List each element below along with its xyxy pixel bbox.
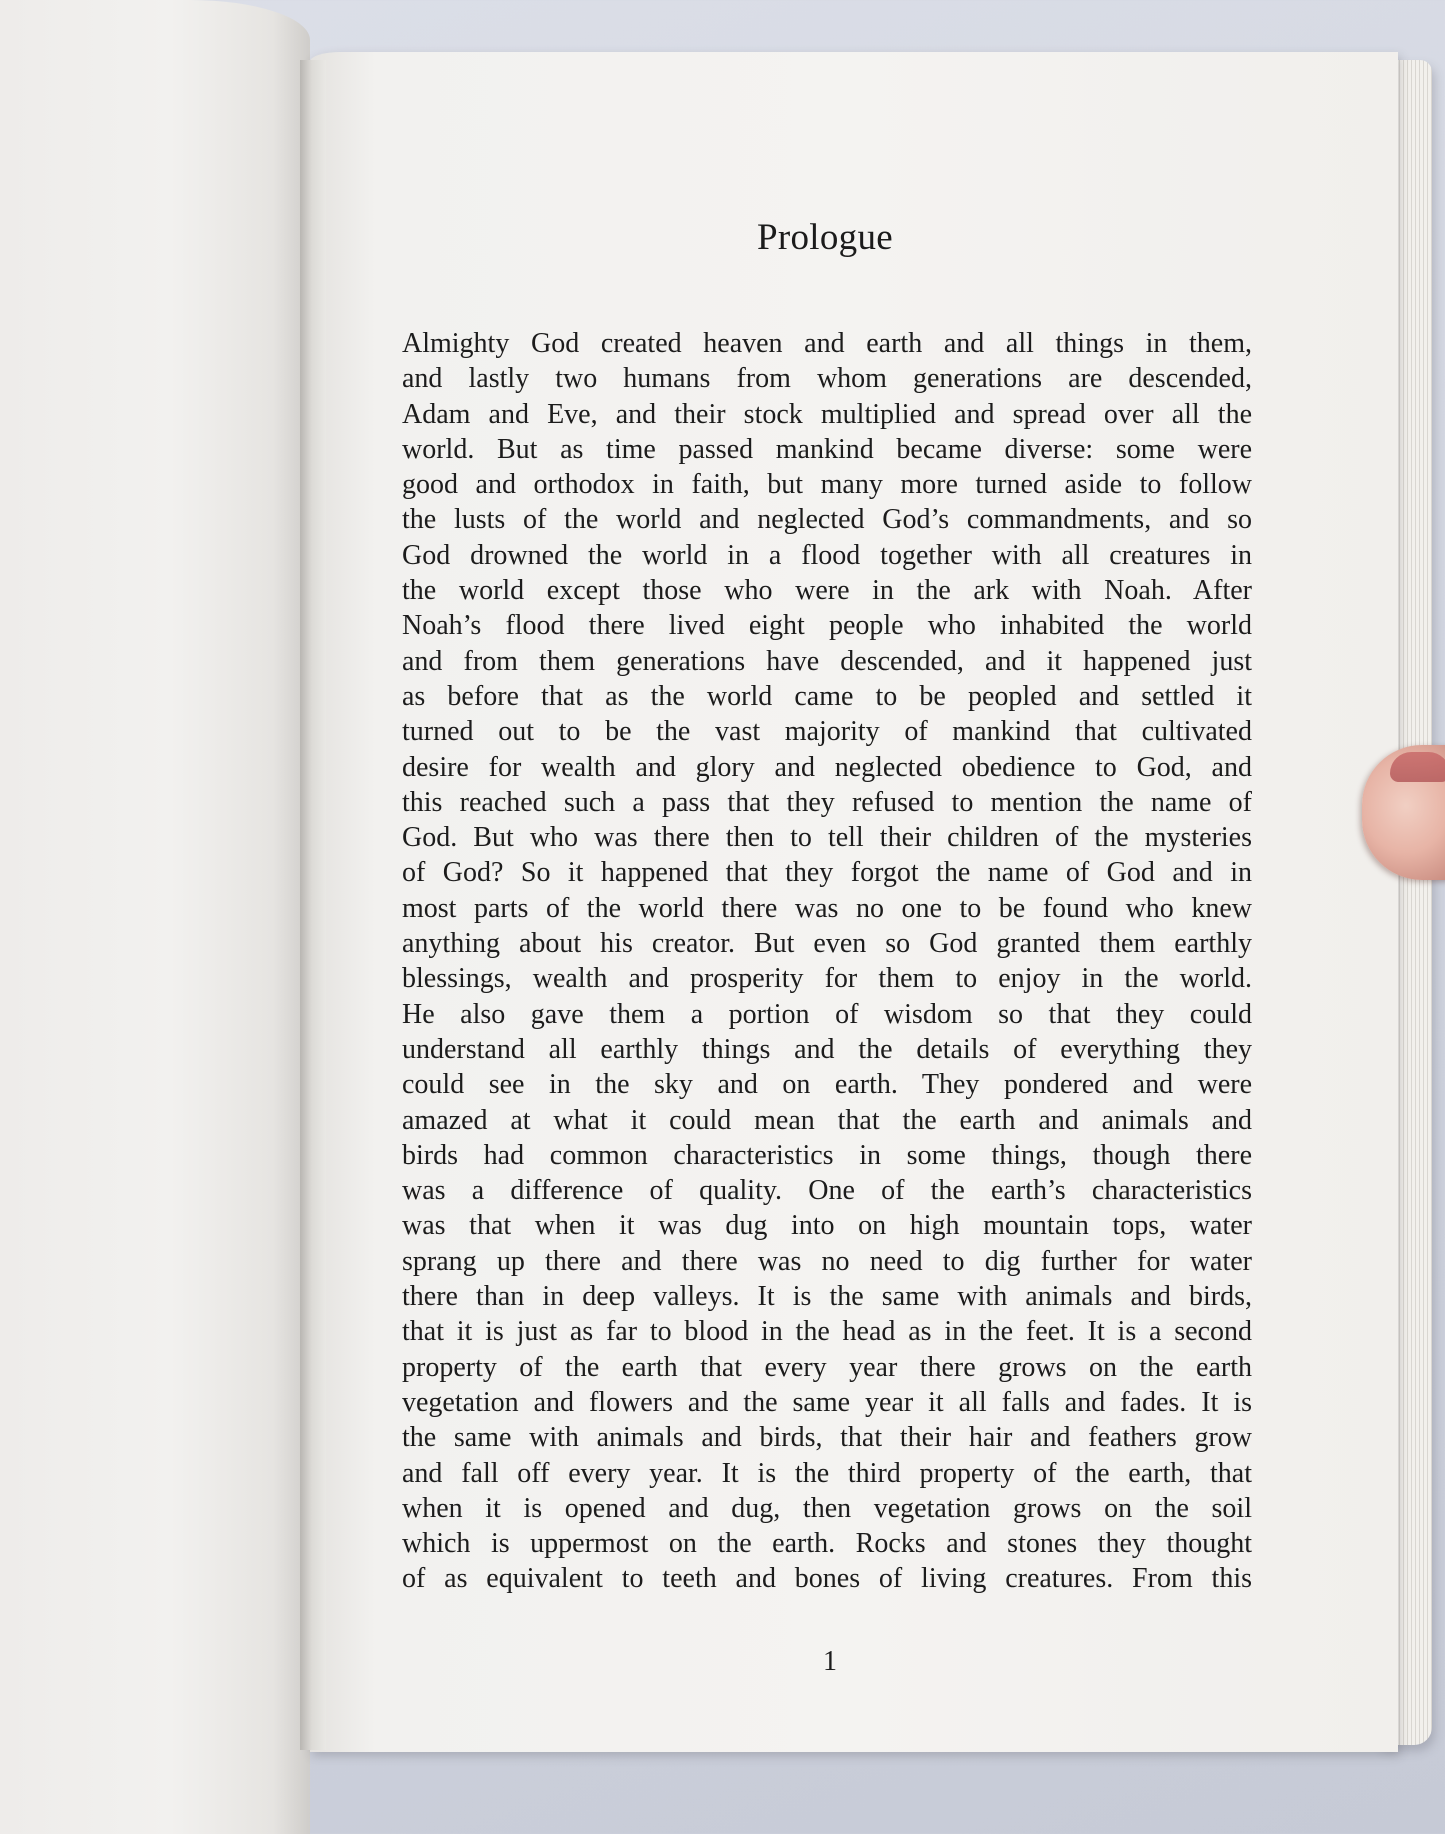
text-line: of as equivalent to teeth and bones of living creatures. From this: [402, 1563, 1252, 1595]
text-line: God. But who was there then to tell their children of the mysteries: [402, 822, 1252, 854]
text-line: and fall off every year. It is the third property of the earth, that: [402, 1457, 1252, 1489]
text-line: this reached such a pass that they refused to mention the name of: [402, 786, 1252, 818]
page-title: Prologue: [756, 217, 893, 258]
text-line: Almighty God created heaven and earth and all things in them,: [402, 328, 1252, 359]
text-line: of God? So it happened that they forgot the name of God and in: [402, 857, 1252, 889]
book-gutter: [300, 60, 326, 1750]
text-line: the lusts of the world and neglected God’s commandments, and so: [402, 504, 1252, 536]
text-line: as before that as the world came to be peopled and settled it: [402, 680, 1252, 712]
text-line: world. But as time passed mankind became diverse: some were: [402, 433, 1252, 465]
text-line: amazed at what it could mean that the earth and animals and: [402, 1104, 1252, 1136]
text-line: property of the earth that every year there grows on the earth: [402, 1351, 1252, 1383]
page-number: 1: [823, 1646, 837, 1677]
text-line: understand all earthly things and the details of everything they: [402, 1033, 1252, 1065]
text-line: He also gave them a portion of wisdom so that they could: [402, 998, 1252, 1030]
text-line: and lastly two humans from whom generations are descended,: [402, 363, 1252, 395]
text-line: turned out to be the vast majority of mankind that cultivated: [402, 716, 1252, 748]
text-line: when it is opened and dug, then vegetation grows on the soil: [402, 1492, 1252, 1524]
left-page-blank: [0, 0, 310, 1834]
text-line: blessings, wealth and prosperity for them to enjoy in the world.: [402, 963, 1252, 995]
text-line: vegetation and flowers and the same year it all falls and fades. It is: [402, 1386, 1252, 1418]
text-line: sprang up there and there was no need to dig further for water: [402, 1245, 1252, 1277]
text-line: God drowned the world in a flood together with all creatures in: [402, 539, 1252, 571]
body-text: [402, 326, 1252, 1597]
text-line: and from them generations have descended, and it happened just: [402, 645, 1252, 677]
text-line: most parts of the world there was no one to be found who knew: [402, 892, 1252, 924]
thumb-nail: [1390, 752, 1445, 782]
text-line: that it is just as far to blood in the head as in the feet. It is a second: [402, 1316, 1252, 1348]
text-line: there than in deep valleys. It is the same with animals and birds,: [402, 1281, 1252, 1313]
text-line: could see in the sky and on earth. They pondered and were: [402, 1069, 1252, 1101]
text-line: Noah’s flood there lived eight people who inhabited the world: [402, 610, 1252, 642]
text-line: was that when it was dug into on high mountain tops, water: [402, 1210, 1252, 1242]
text-line: was a difference of quality. One of the earth’s characteristics: [402, 1175, 1252, 1207]
text-line: anything about his creator. But even so God granted them earthly: [402, 928, 1252, 960]
text-line: Adam and Eve, and their stock multiplied and spread over all the: [402, 398, 1252, 430]
text-line: the same with animals and birds, that their hair and feathers grow: [402, 1422, 1252, 1454]
text-line: which is uppermost on the earth. Rocks and stones they thought: [402, 1528, 1252, 1560]
text-line: the world except those who were in the ark with Noah. After: [402, 575, 1252, 607]
text-line: birds had common characteristics in some things, though there: [402, 1139, 1252, 1171]
text-line: desire for wealth and glory and neglected obedience to God, and: [402, 751, 1252, 783]
text-line: good and orthodox in faith, but many more turned aside to follow: [402, 469, 1252, 501]
